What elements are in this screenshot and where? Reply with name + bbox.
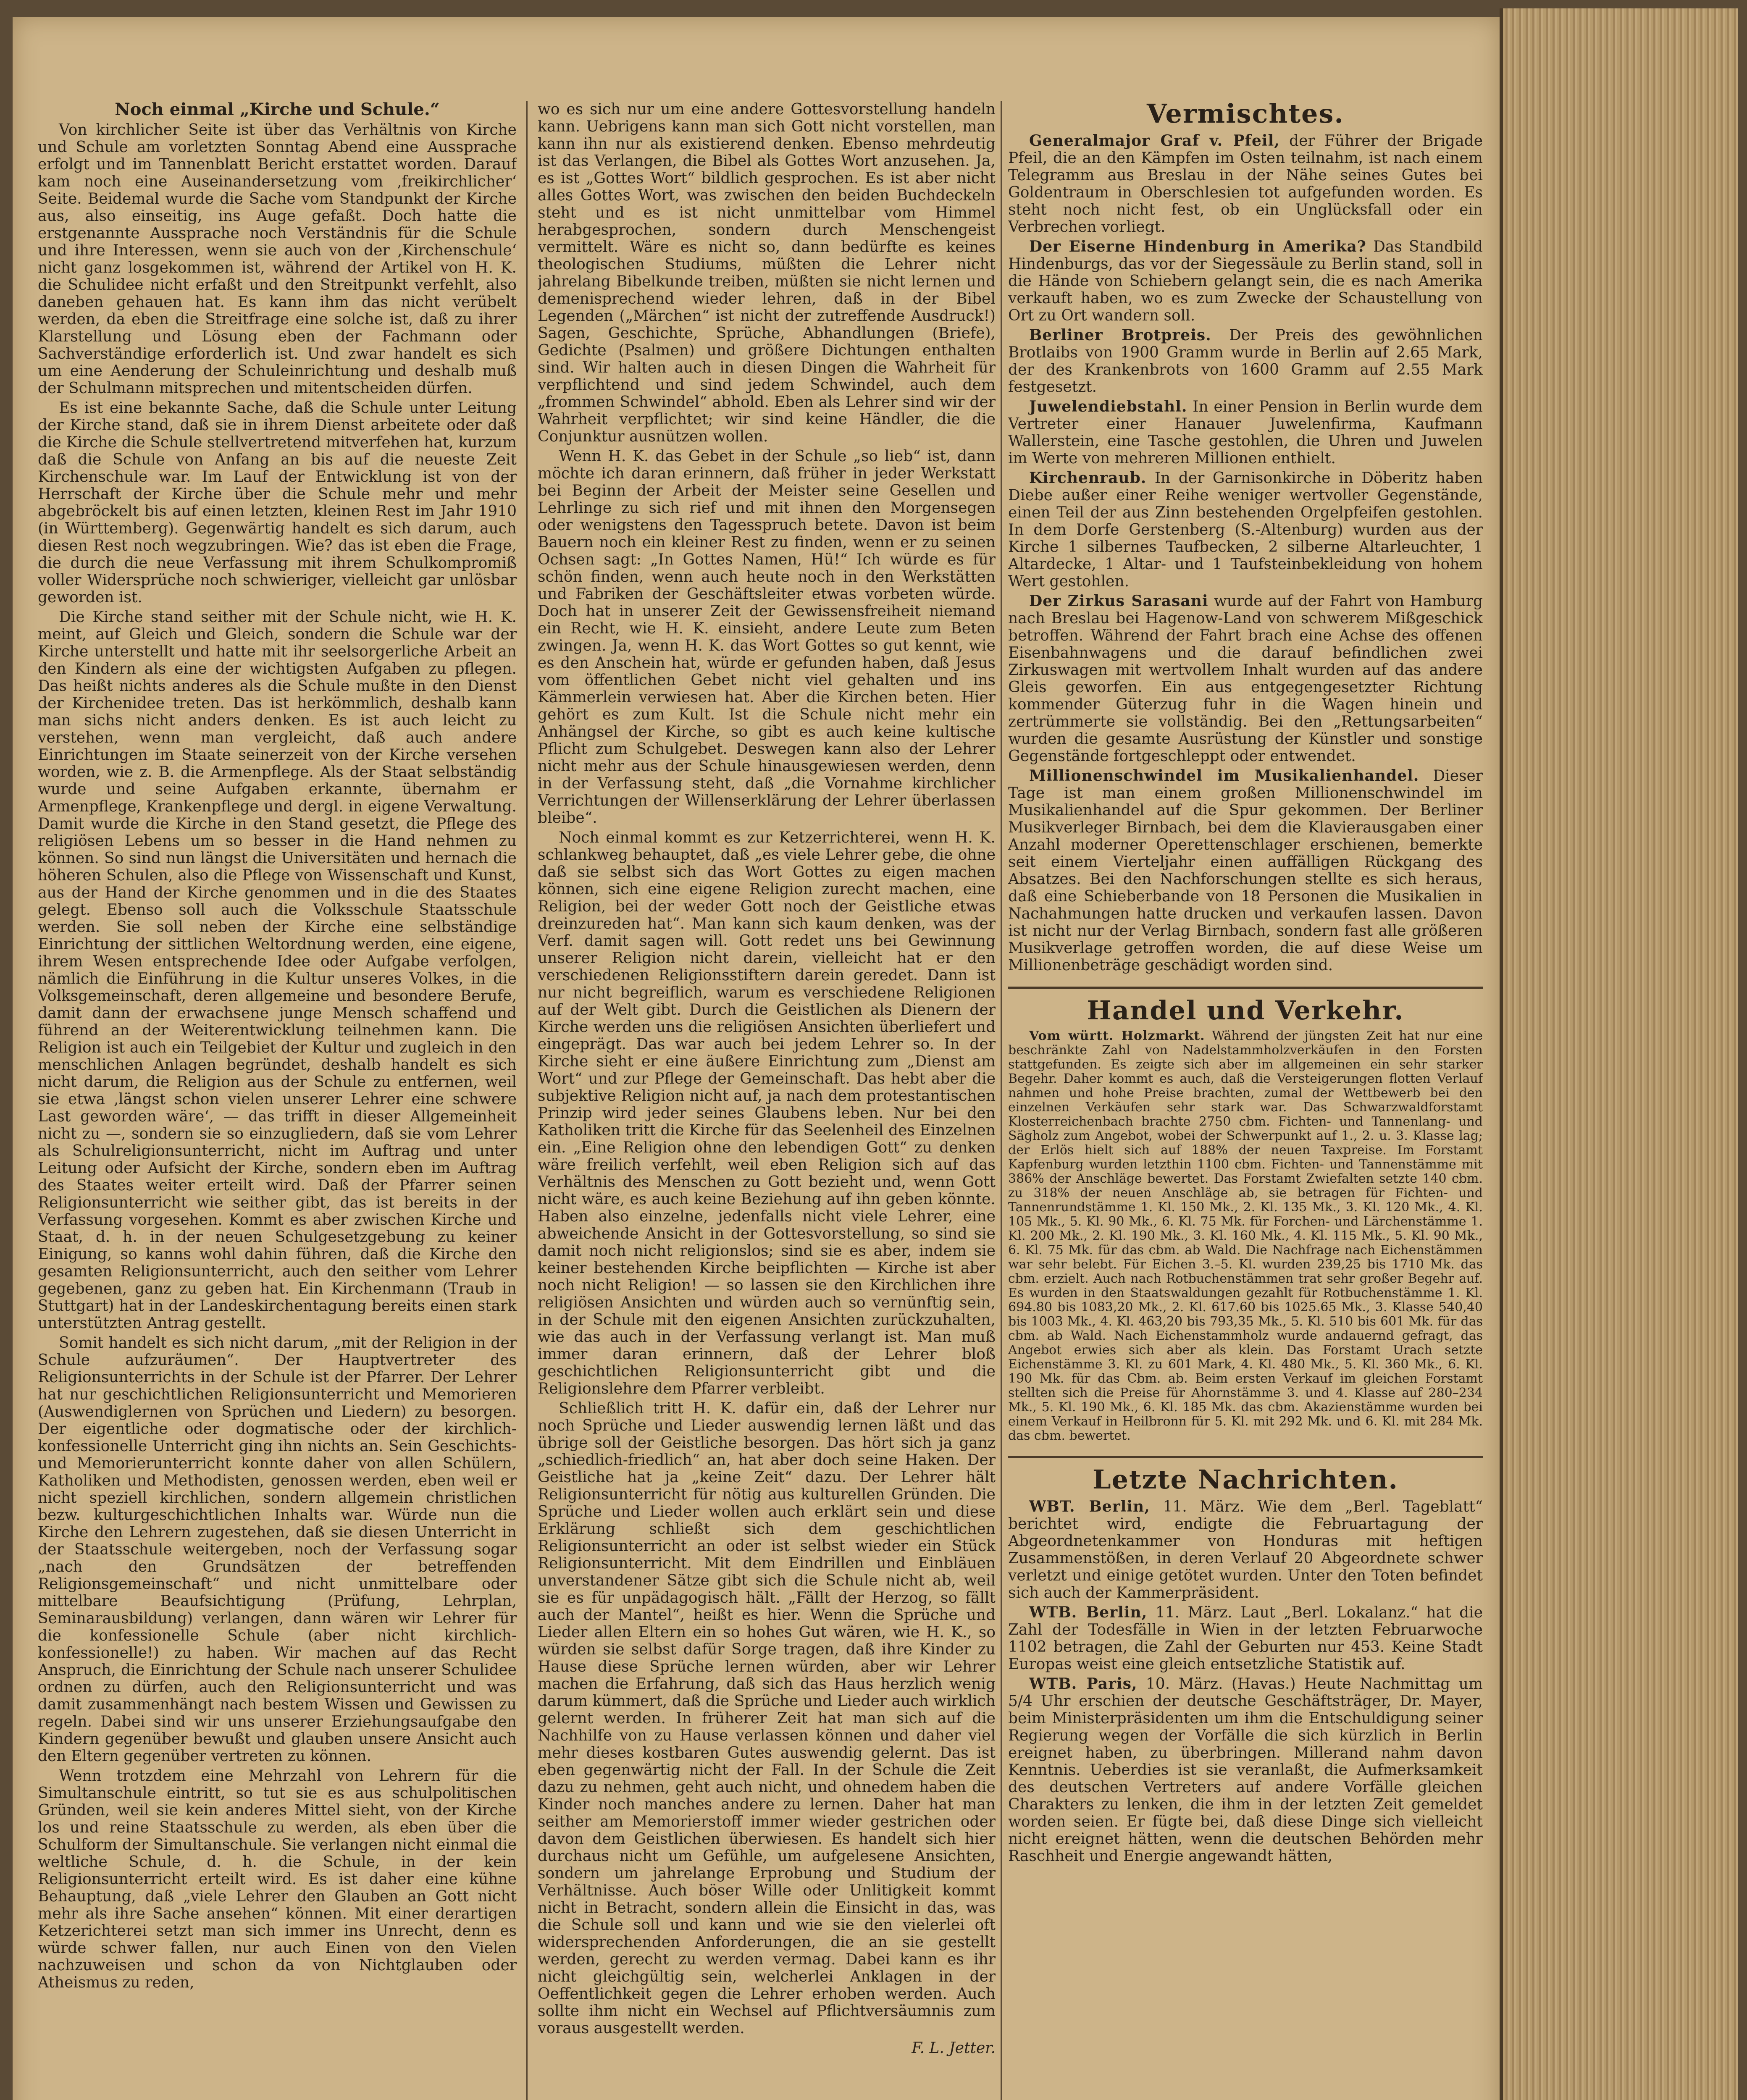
column-3 <box>1008 101 1483 2100</box>
section-title-letzte-nachrichten: Letzte Nachrichten. <box>1092 1464 1399 1495</box>
paragraph: Schließlich tritt H. K. dafür ein, daß der Lehrer nur noch Sprüche und Lieder auswendig lernen läßt und das übrige soll der Geistliche besorgen. Das hört sich ja ganz „schiedlich-friedlich“ an, hat aber doch seine Haken. Der Geistliche hat ja „keine Zeit“ dazu. Der Lehrer hält Religionsunterricht für nötig aus kulturellen Gründen. Die Sprüche und Lieder wollen auch erklärt sein und diese Erklärung schließt sich dem geschichtlichen Religionsunterricht an oder ist selbst wieder ein Stück Religionsunterricht. Mit dem Eindrillen und Einbläuen unverstandener Sätze gibt sich die Schule nicht ab, weil sie es für unpädagogisch hält. „Fällt der Herzog, so fällt auch der Mantel“, heißt es hier. Wenn die Sprüche und Lieder allen Eltern ein so hohes Gut wären, wie H. K., so würden sie selbst dafür Sorge tragen, daß ihre Kinder zu Hause diese Sprüche lernen würden, aber wir Lehrer machen die Erfahrung, daß sich das Haus herzlich wenig darum kümmert, daß die Sprüche und Lieder auch wirklich gelernt werden. In früherer Zeit hat man sich auf die Nachhilfe von zu Hause verlassen können und daher viel mehr dieses kostbaren Gutes auswendig gelernt. Das ist eben gegenwärtig nicht der Fall. In der Schule die Zeit dazu zu nehmen, geht auch nicht, und ohnedem haben die Kinder noch manches andere zu lernen. Daher hat man seither am Memorierstoff immer wieder gestrichen oder davon dem Geistlichen überwiesen. Es handelt sich hier durchaus nicht um Gefühle, um aufgelesene Ansichten, sondern um jahrelange Erprobung und Studium der Verhältnisse. Auch böser Wille oder Unlitigkeit kommt nicht in Betracht, sondern allein die Einsicht in das, was die Schule soll und kann und wie sie den vielerlei oft widersprechenden Anforderungen, die an sie gestellt werden, gerecht zu werden vermag. Dabei kann es ihr nicht gleichgültig sein, welcherlei Anklagen in der Oeffentlichkeit gegen die Lehrer erhoben werden. Auch sollte ihm nicht ein Wechsel auf Pflichtversäumnis zum voraus ausgestellt werden. <box>538 1400 996 2037</box>
item-text: 11. März. Laut „Berl. Lokalanz.“ hat die Zahl der Todesfälle in Wien in der letzten Februarwoche 1102 betragen, die Zahl der Geburten nur 453. Keine Stadt Europas weist eine gleich entsetzliche Statistik auf. <box>1008 1604 1483 1673</box>
item-heading: WTB. Berlin, <box>1029 1604 1148 1621</box>
item-text: der Führer der Brigade Pfeil, die an den Kämpfen im Osten teilnahm, ist nach einem Telegramm aus Breslau in der Nähe seines Gutes bei Goldentraum in Oberschlesien tot aufgefunden worden. Es steht noch nicht fest, ob ein Unglücksfall oder ein Verbrechen vorliegt. <box>1008 132 1483 236</box>
item-heading: Der Zirkus Sarasani <box>1029 592 1208 610</box>
item-text: Das Standbild Hindenburgs, das vor der Siegessäule zu Berlin stand, soll in die Hände von Schiebern gelangt sein, die es nach Amerika verkauft haben, wo es zum Zwecke der Schaustellung von Ort zu Ort wandern soll. <box>1008 238 1483 324</box>
news-item <box>1008 238 1483 324</box>
signature: F. L. Jetter. <box>912 2040 996 2057</box>
item-text: Während der jüngsten Zeit hat nur eine beschränkte Zahl von Nadelstammholzverkäufen in den Forsten stattgefunden. Es zeigte sich aber im allgemeinen ein sehr starker Begehr. Daher kommt es auch, daß die Versteigerungen flotten Verlauf nahmen und hohe Preise brachten, zumal der Wettbewerb bei den einzelnen Verkäufen sehr stark war. Das Schwarzwaldforstamt Klosterreichenbach brachte 2750 cbm. Fichten- und Tannenlang- und Sägholz zum Angebot, wobei der Schwerpunkt auf 1., 2. u. 3. Klasse lag; der Erlös hielt sich auf 188% der neuen Taxpreise. Im Forstamt Kapfenburg wurden letzthin 1100 cbm. Fichten- und Tannenstämme mit 386% der Anschläge bewertet. Das Forstamt Zwiefalten setzte 140 cbm. zu 318% der neuen Anschläge ab, sie betragen für Fichten- und Tannenrundstämme 1. Kl. 150 Mk., 2. Kl. 135 Mk., 3. Kl. 120 Mk., 4. Kl. 105 Mk., 5. Kl. 90 Mk., 6. Kl. 75 Mk. für Forchen- und Lärchenstämme 1. Kl. 200 Mk., 2. Kl. 190 Mk., 3. Kl. 160 Mk., 4. Kl. 115 Mk., 5. Kl. 90 Mk., 6. Kl. 75 Mk. für das cbm. ab Wald. Die Nachfrage nach Eichenstämmen war sehr belebt. Für Eichen 3.–5. Kl. wurden 239,25 bis 1710 Mk. das cbm. erzielt. Auch nach Rotbuchenstämmen trat sehr großer Begehr auf. Es wurden in den Staatswaldungen gezahlt für Rotbuchenstämme 1. Kl. 694.80 bis 1083,20 Mk., 2. Kl. 617.60 bis 1025.65 Mk., 3. Klasse 540,40 bis 1003 Mk., 4. Kl. 463,20 bis 793,35 Mk., 5. Kl. 510 bis 601 Mk. für das cbm. ab Wald. Nach Eichenstammholz wurde andauernd gefragt, das Angebot erwies sich aber als klein. Das Forstamt Urach setzte Eichenstämme 3. Kl. zu 601 Mark, 4. Kl. 480 Mk., 5. Kl. 360 Mk., 6. Kl. 190 Mk. für das Cbm. ab. Beim ersten Verkauf im gleichen Forstamt stellten sich die Preise für Ahornstämme 3. und 4. Klasse auf 280–234 Mk., 5. Kl. 190 Mk., 6. Kl. 185 Mk. das cbm. Akazienstämme wurden bei einem Verkauf in Heilbronn für 5. Kl. mit 292 Mk. und 6. Kl. mit 284 Mk. das cbm. bewertet. <box>1008 1029 1483 1443</box>
item-heading: Vom württ. Holzmarkt. <box>1029 1029 1205 1043</box>
item-text: Der Preis des gewöhnlichen Brotlaibs von 1900 Gramm wurde in Berlin auf 2.65 Mark, der des Krankenbrots von 1600 Gramm auf 2.55 Mark festgesetzt. <box>1008 327 1483 396</box>
item-heading: Juwelendiebstahl. <box>1029 398 1187 415</box>
item-text: Dieser Tage ist man einem großen Millionenschwindel im Musikalienhandel auf die Spur gekommen. Der Berliner Musikverleger Birnbach, bei dem die Klavierausgaben einer Anzahl moderner Operettenschlager erschienen, bemerkte seit einem Vierteljahr einen auffälligen Rückgang des Absatzes. Bei den Nachforschungen stellte es sich heraus, daß eine Schieberbande von 18 Personen die Musikalien in Nachahmungen hatte drucken und verkaufen lassen. Davon ist nicht nur der Verlag Birnbach, sondern fast alle größeren Musikverlage getroffen worden, die auf diese Weise um Millionenbeträge geschädigt worden sind. <box>1008 767 1483 974</box>
item-text: 10. März. (Havas.) Heute Nachmittag um 5/4 Uhr erschien der deutsche Geschäftsträger, Dr. Mayer, beim Ministerpräsidenten um ihm die Entschuldigung seiner Regierung wegen der Vorfälle die sich kürzlich in Berlin ereignet haben, zu überbringen. Millerand nahm davon Kenntnis. Ueberdies ist sie veranlaßt, die Aufmerksamkeit des deutschen Vertreters auf andere Vorfälle gleichen Charakters zu lenken, die ihm in der letzten Zeit gemeldet worden seien. Er fügte bei, daß diese Dinge sich vielleicht nicht ereignet hätten, wenn die deutschen Behörden mehr Raschheit und Energie angewandt hätten, <box>1008 1675 1483 1865</box>
news-item <box>1008 593 1483 765</box>
column-rule <box>526 101 528 2100</box>
item-heading: WBT. Berlin, <box>1029 1498 1150 1515</box>
paragraph: Die Kirche stand seither mit der Schule nicht, wie H. K. meint, auf Gleich und Gleich, sondern die Schule war der Kirche unterstellt und hatte mit ihr seelsorgerliche Arbeit an den Kindern als eine der wichtigsten Aufgaben zu pflegen. Das heißt nichts anderes als die Schule mußte in den Dienst der Kirchenidee treten. Das ist herkömmlich, deshalb kann man sichs nicht anders denken. Es ist auch leicht zu verstehen, wenn man vergleicht, daß auch andere Einrichtungen im Staate seinerzeit von der Kirche versehen worden, wie z. B. die Armenpflege. Als der Staat selbständig wurde und seine Aufgaben erkannte, übernahm er Armenpflege, Krankenpflege und dergl. in eigene Verwaltung. Damit wurde die Kirche in den Stand gesetzt, die Pflege des religiösen Lebens um so besser in die Hand nehmen zu können. So sind nun längst die Universitäten und hernach die höheren Schulen, also die Pflege von Wissenschaft und Kunst, aus der Hand der Kirche genommen und in die des Staates gelegt. Ebenso soll auch die Volksschule Staatsschule werden. Sie soll neben der Kirche eine selbständige Einrichtung der sittlichen Weltordnung werden, eine eigene, ihrem Wesen entsprechende Idee oder Aufgabe verfolgen, nämlich die Einführung in die Kultur unseres Volkes, in die Volksgemeinschaft, deren allgemeine und besondere Berufe, damit dann der erwachsene junge Mensch schaffend und führend an der Weiterentwicklung teilnehmen kann. Die Religion ist auch ein Teilgebiet der Kultur und zugleich in den menschlichen Anlagen begründet, deshalb handelt es sich nicht darum, die Religion aus der Schule zu entfernen, weil sie etwa ‚längst schon vielen unserer Lehrer eine schwere Last geworden wäre‘, — das trifft in dieser Allgemeinheit nicht zu —, sondern sie so einzugliedern, daß sie vom Lehrer als Schulreligionsunterricht, nicht im Auftrag und unter Leitung oder Aufsicht der Kirche, sondern eben im Auftrag des Staates weiter erteilt wird. Daß der Pfarrer seinen Religionsunterricht wie seither gibt, das ist bereits in der Verfassung vorgesehen. Kommt es aber zwischen Kirche und Staat, d. h. in der neuen Schulgesetzgebung zu keiner Einigung, so kanns wohl dahin führen, daß die Kirche den gesamten Religionsunterricht, auch den seither vom Lehrer gegebenen, ganz zu geben hat. Ein Kirchenmann (Traub in Stuttgart) hat in der Landeskirchentagung bereits einen stark unterstützten Antrag gestellt. <box>38 609 517 1332</box>
news-item <box>1008 1498 1483 1601</box>
paragraph: wo es sich nur um eine andere Gottesvorstellung handeln kann. Uebrigens kann man sich Gott nicht vorstellen, man kann ihn nur als existierend denken. Ebenso mehrdeutig ist das Verlangen, die Bibel als Gottes Wort anzusehen. Ja, es ist „Gottes Wort“ bildlich gesprochen. Es ist aber nicht alles Gottes Wort, was zwischen den beiden Buchdeckeln steht und es ist nicht unmittelbar vom Himmel herabgesprochen, sondern durch Menschengeist vermittelt. Wäre es nicht so, dann bedürfte es keines theologischen Studiums, müßten die Lehrer nicht jahrelang Bibelkunde treiben, müßten sie nicht lernen und demenisprechend wieder lehren, daß in der Bibel Legenden („Märchen“ ist nicht der zutreffende Ausdruck!) Sagen, Geschichte, Sprüche, Abhandlungen (Briefe), Gedichte (Psalmen) und größere Dichtungen enthalten sind. Wir halten auch in diesen Dingen die Wahrheit für verpflichtend und sind jedem Schwindel, auch dem „frommen Schwindel“ abhold. Eben als Lehrer sind wir der Wahrheit verpflichtet; wir sind keine Händler, die die Conjunktur ausnützen wollen. <box>538 101 996 445</box>
item-text: In einer Pension in Berlin wurde dem Vertreter einer Hanauer Juwelenfirma, Kaufmann Wallerstein, eine Tasche gestohlen, die Uhren und Juwelen im Werte von mehreren Millionen enthielt. <box>1008 398 1483 467</box>
column-rule <box>1001 101 1002 2100</box>
paragraph: Es ist eine bekannte Sache, daß die Schule unter Leitung der Kirche stand, daß sie in ihrem Dienst arbeitete oder daß die Kirche die Schule stellvertretend mitverfehen hat, kurzum daß die Schule von Anfang an bis auf die neueste Zeit Kirchenschule war. Im Lauf der Entwicklung ist von der Herrschaft der Kirche über die Schule mehr und mehr abgebröckelt bis auf einen letzten, kleinen Rest im Jahr 1910 (in Württemberg). Gegenwärtig handelt es sich darum, auch diesen Rest noch wegzubringen. Wie? das ist eben die Frage, die durch die neue Verfassung mit ihrem Schulkompromiß voller Widersprüche noch schwieriger, vielleicht gar unlösbar geworden ist. <box>38 399 517 606</box>
item-text: wurde auf der Fahrt von Hamburg nach Breslau bei Hagenow-Land von schwerem Mißgeschick betroffen. Während der Fahrt brach eine Achse des offenen Eisenbahnwagens und die darauf befindlichen zwei Zirkuswagen mit wertvollem Inhalt wurden auf das andere Gleis geworfen. Ein aus entgegengesetzter Richtung kommender Güterzug fuhr in die Wagen hinein und zertrümmerte sie vollständig. Bei den „Rettungsarbeiten“ wurden die gesamte Ausrüstung der Künstler und sonstige Gegenstände fortgeschleppt oder entwendet. <box>1008 593 1483 765</box>
section-divider <box>1008 1456 1483 1458</box>
news-item <box>1008 767 1483 974</box>
news-item <box>1008 327 1483 396</box>
book-spine <box>1500 8 1738 2100</box>
item-text: In der Garnisonkirche in Döberitz haben Diebe außer einer Reihe weniger wertvoller Gegenstände, einen Teil der aus Zinn bestehenden Orgelpfeifen gestohlen. In dem Dorfe Gerstenberg (S.-Altenburg) wurden aus der Kirche 1 silbernes Taufbecken, 2 silberne Altarleuchter, 1 Altardecke, 1 Altar- und 1 Taufsteinbekleidung von hohem Wert gestohlen. <box>1008 470 1483 590</box>
item-heading: WTB. Paris, <box>1029 1675 1138 1693</box>
column-1 <box>38 101 517 2100</box>
paragraph: Wenn trotzdem eine Mehrzahl von Lehrern für die Simultanschule eintritt, so tut sie es aus schulpolitischen Gründen, weil sie kein anderes Mittel sieht, von der Kirche los und reine Staatsschule zu werden, als eben über die Schulform der Simultanschule. Sie verlangen nicht einmal die weltliche Schule, d. h. die Schule, in der kein Religionsunterricht erteilt wird. Es ist daher eine kühne Behauptung, daß „viele Lehrer den Glauben an Gott nicht mehr als ihre Sache ansehen“ können. Mit einer derartigen Ketzerichterei setzt man sich immer ins Unrecht, denn es würde schwer fallen, nur auch Einen von den Vielen nachzuweisen und schon da von Nichtglauben oder Atheismus zu reden, <box>38 1767 517 1991</box>
section-divider <box>1008 987 1483 989</box>
paragraph: Somit handelt es sich nicht darum, „mit der Religion in der Schule aufzuräumen“. Der Hauptvertreter des Religionsunterrichts in der Schule ist der Pfarrer. Der Lehrer hat nur geschichtlichen Religionsunterricht und Memorieren (Auswendiglernen von Sprüchen und Liedern) zu besorgen. Der eigentliche oder dogmatische oder der kirchlich-konfessionelle Unterricht ging ihn nichts an. Sein Geschichts- und Memorierunterricht konnte daher von allen Schülern, Katholiken und Methodisten, genossen werden, eben weil er nicht speziell kirchlichen, sondern allgemein christlichen bezw. kulturgeschichtlichen Inhalts war. Würde nun die Kirche den Lehrern zugestehen, daß sie diesen Unterricht in der Staatsschule weitergeben, noch der Verfassung sogar „nach den Grundsätzen der betreffenden Religionsgemeinschaft“ und nicht unmittelbare oder mittelbare Beaufsichtigung (Prüfung, Lehrplan, Seminarausbildung) verlangen, dann wären wir Lehrer für die konfessionelle Schule (aber nicht kirchlich-konfessionelle!) zu haben. Wir machen auf das Recht Anspruch, die Einrichtung der Schule nach unserer Schulidee ordnen zu dürfen, auch den Religionsunterricht und was damit zusammenhängt nach bestem Wissen und Gewissen zu regeln. Dabei sind wir uns unserer Erziehungsaufgabe den Kindern gegenüber bewußt und glauben unsere Ansicht auch den Eltern gegenüber vertreten zu können. <box>38 1334 517 1765</box>
item-heading: Berliner Brotpreis. <box>1029 326 1211 344</box>
news-item <box>1008 470 1483 590</box>
news-item <box>1008 1604 1483 1673</box>
news-item <box>1008 1029 1483 1443</box>
paragraph: Noch einmal kommt es zur Ketzerrichterei, wenn H. K. schlankweg behauptet, daß „es viele Lehrer gebe, die ohne daß sie selbst sich das Wort Gottes zu eigen machen können, sich eine eigene Religion zurecht machen, eine Religion, bei der weder Gott noch der Geistliche etwas dreinzureden hat“. Man kann sich kaum denken, was der Verf. damit sagen will. Gott redet uns bei Gewinnung unserer Religion nicht darein, vielleicht hat er den verschiedenen Religionsstiftern darein geredet. Dann ist nur nicht begreiflich, warum es verschiedene Religionen auf der Welt gibt. Durch die Geistlichen als Dienern der Kirche werden uns die religiösen Ansichten überliefert und eingeprägt. Das war auch bei jedem Lehrer so. In der Kirche sieht er eine äußere Einrichtung zum „Dienst am Wort“ und zur Pflege der Gemeinschaft. Das hebt aber die subjektive Religion nicht auf, ja nach dem protestantischen Prinzip wird jeder seines Glaubens leben. Nur bei den Katholiken tritt die Kirche für das Seelenheil des Einzelnen ein. „Eine Religion ohne den lebendigen Gott“ zu denken wäre freilich verfehlt, weil eben Religion sich auf das Verhältnis des Menschen zu Gott bezieht und, wenn Gott nicht wäre, es auch keine Beziehung auf ihn geben könnte. Haben also einzelne, jedenfalls nicht viele Lehrer, eine abweichende Ansicht in der Gottesvorstellung, so sind sie damit noch nicht religionslos; sind sie es aber, indem sie keiner bestehenden Kirche beipflichten — Kirche ist aber noch nicht Religion! — so lassen sie den Kirchlichen ihre religiösen Ansichten und würden auch so vernünftig sein, in der Schule mit den eigenen Ansichten zurückzuhalten, wie das auch in der Verfassung verlangt ist. Man muß immer daran erinnern, daß der Lehrer bloß geschichtlichen Religionsunterricht gibt und die Religionslehre dem Pfarrer verbleibt. <box>538 829 996 1397</box>
item-heading: Generalmajor Graf v. Pfeil, <box>1029 132 1280 150</box>
news-item <box>1008 132 1483 236</box>
news-item <box>1008 398 1483 467</box>
item-heading: Kirchenraub. <box>1029 469 1147 487</box>
paragraph: Wenn H. K. das Gebet in der Schule „so lieb“ ist, dann möchte ich daran erinnern, daß früher in jeder Werkstatt bei Beginn der Arbeit der Meister seine Gesellen und Lehrlinge zu sich rief und mit ihnen den Morgensegen oder wenigstens den Tagesspruch betete. Davon ist beim Bauern noch ein kleiner Rest zu finden, wenn er zu seinen Ochsen sagt: „In Gottes Namen, Hü!“ Ich würde es für schön finden, wenn auch heute noch in den Werkstätten und Fabriken der Geschäftsleiter etwas vorbeten würde. Doch hat in unserer Zeit der Gewissensfreiheit niemand ein Recht, wie H. K. einsieht, andere Leute zum Beten zwingen. Ja, wenn H. K. das Wort Gottes so gut kennt, wie es den Anschein hat, würde er gefunden haben, daß Jesus vom öffentlichen Gebet nicht viel gehalten und ins Kämmerlein verwiesen hat. Aber die Kirchen beten. Hier gehört es zum Kult. Ist die Schule nicht mehr ein Anhängsel der Kirche, so gibt es auch keine kultische Pflicht zum Schulgebet. Deswegen kann also der Lehrer nicht mehr aus der Schule hinausgewiesen werden, denn in der Verfassung steht, daß „die Vornahme kirchlicher Verrichtungen der Willenserklärung der Lehrer überlassen bleibe“. <box>538 448 996 827</box>
section-title-vermischtes: Vermischtes. <box>1147 101 1344 129</box>
section-title-handel: Handel und Verkehr. <box>1087 995 1404 1026</box>
article-title: Noch einmal „Kirche und Schule.“ <box>115 101 440 119</box>
paragraph: Von kirchlicher Seite ist über das Verhältnis von Kirche und Schule am vorletzten Sonntag Abend eine Aussprache erfolgt und im Tannenblatt Bericht erstattet worden. Darauf kam noch eine Auseinandersetzung vom ‚freikirchlicher‘ Seite. Beidemal wurde die Sache vom Standpunkt der Kirche aus, also einseitig, ins Auge gefaßt. Doch hatte die erstgenannte Aussprache noch Verständnis für die Schule und ihre Interessen, wenn sie auch von der ‚Kirchenschule‘ nicht ganz losgekommen ist, während der Artikel von H. K. die Schulidee nicht erfaßt und den Streitpunkt verfehlt, also daneben gehauen hat. Es kann ihm das nicht verübelt werden, da eben die Streitfrage eine solche ist, daß zu ihrer Klarstellung und Lösung eben der Fachmann oder Sachverständige erforderlich ist. Und zwar handelt es sich um eine Aenderung der Schuleinrichtung und deshalb muß der Schulmann mitsprechen und mitentscheiden dürfen. <box>38 121 517 397</box>
item-heading: Millionenschwindel im Musikalienhandel. <box>1029 767 1419 785</box>
news-item <box>1008 1675 1483 1865</box>
newspaper-page <box>13 17 1500 2100</box>
item-heading: Der Eiserne Hindenburg in Amerika? <box>1029 238 1366 255</box>
item-text: 11. März. Wie dem „Berl. Tageblatt“ berichtet wird, endigte die Februartagung der Abgeordnetenkammer von Honduras mit heftigen Zusammenstößen, in deren Verlauf 20 Abgeordnete schwer verletzt und einige getötet wurden. Unter den Toten befindet sich auch der Kammerpräsident. <box>1008 1498 1483 1601</box>
column-2 <box>538 101 996 2100</box>
